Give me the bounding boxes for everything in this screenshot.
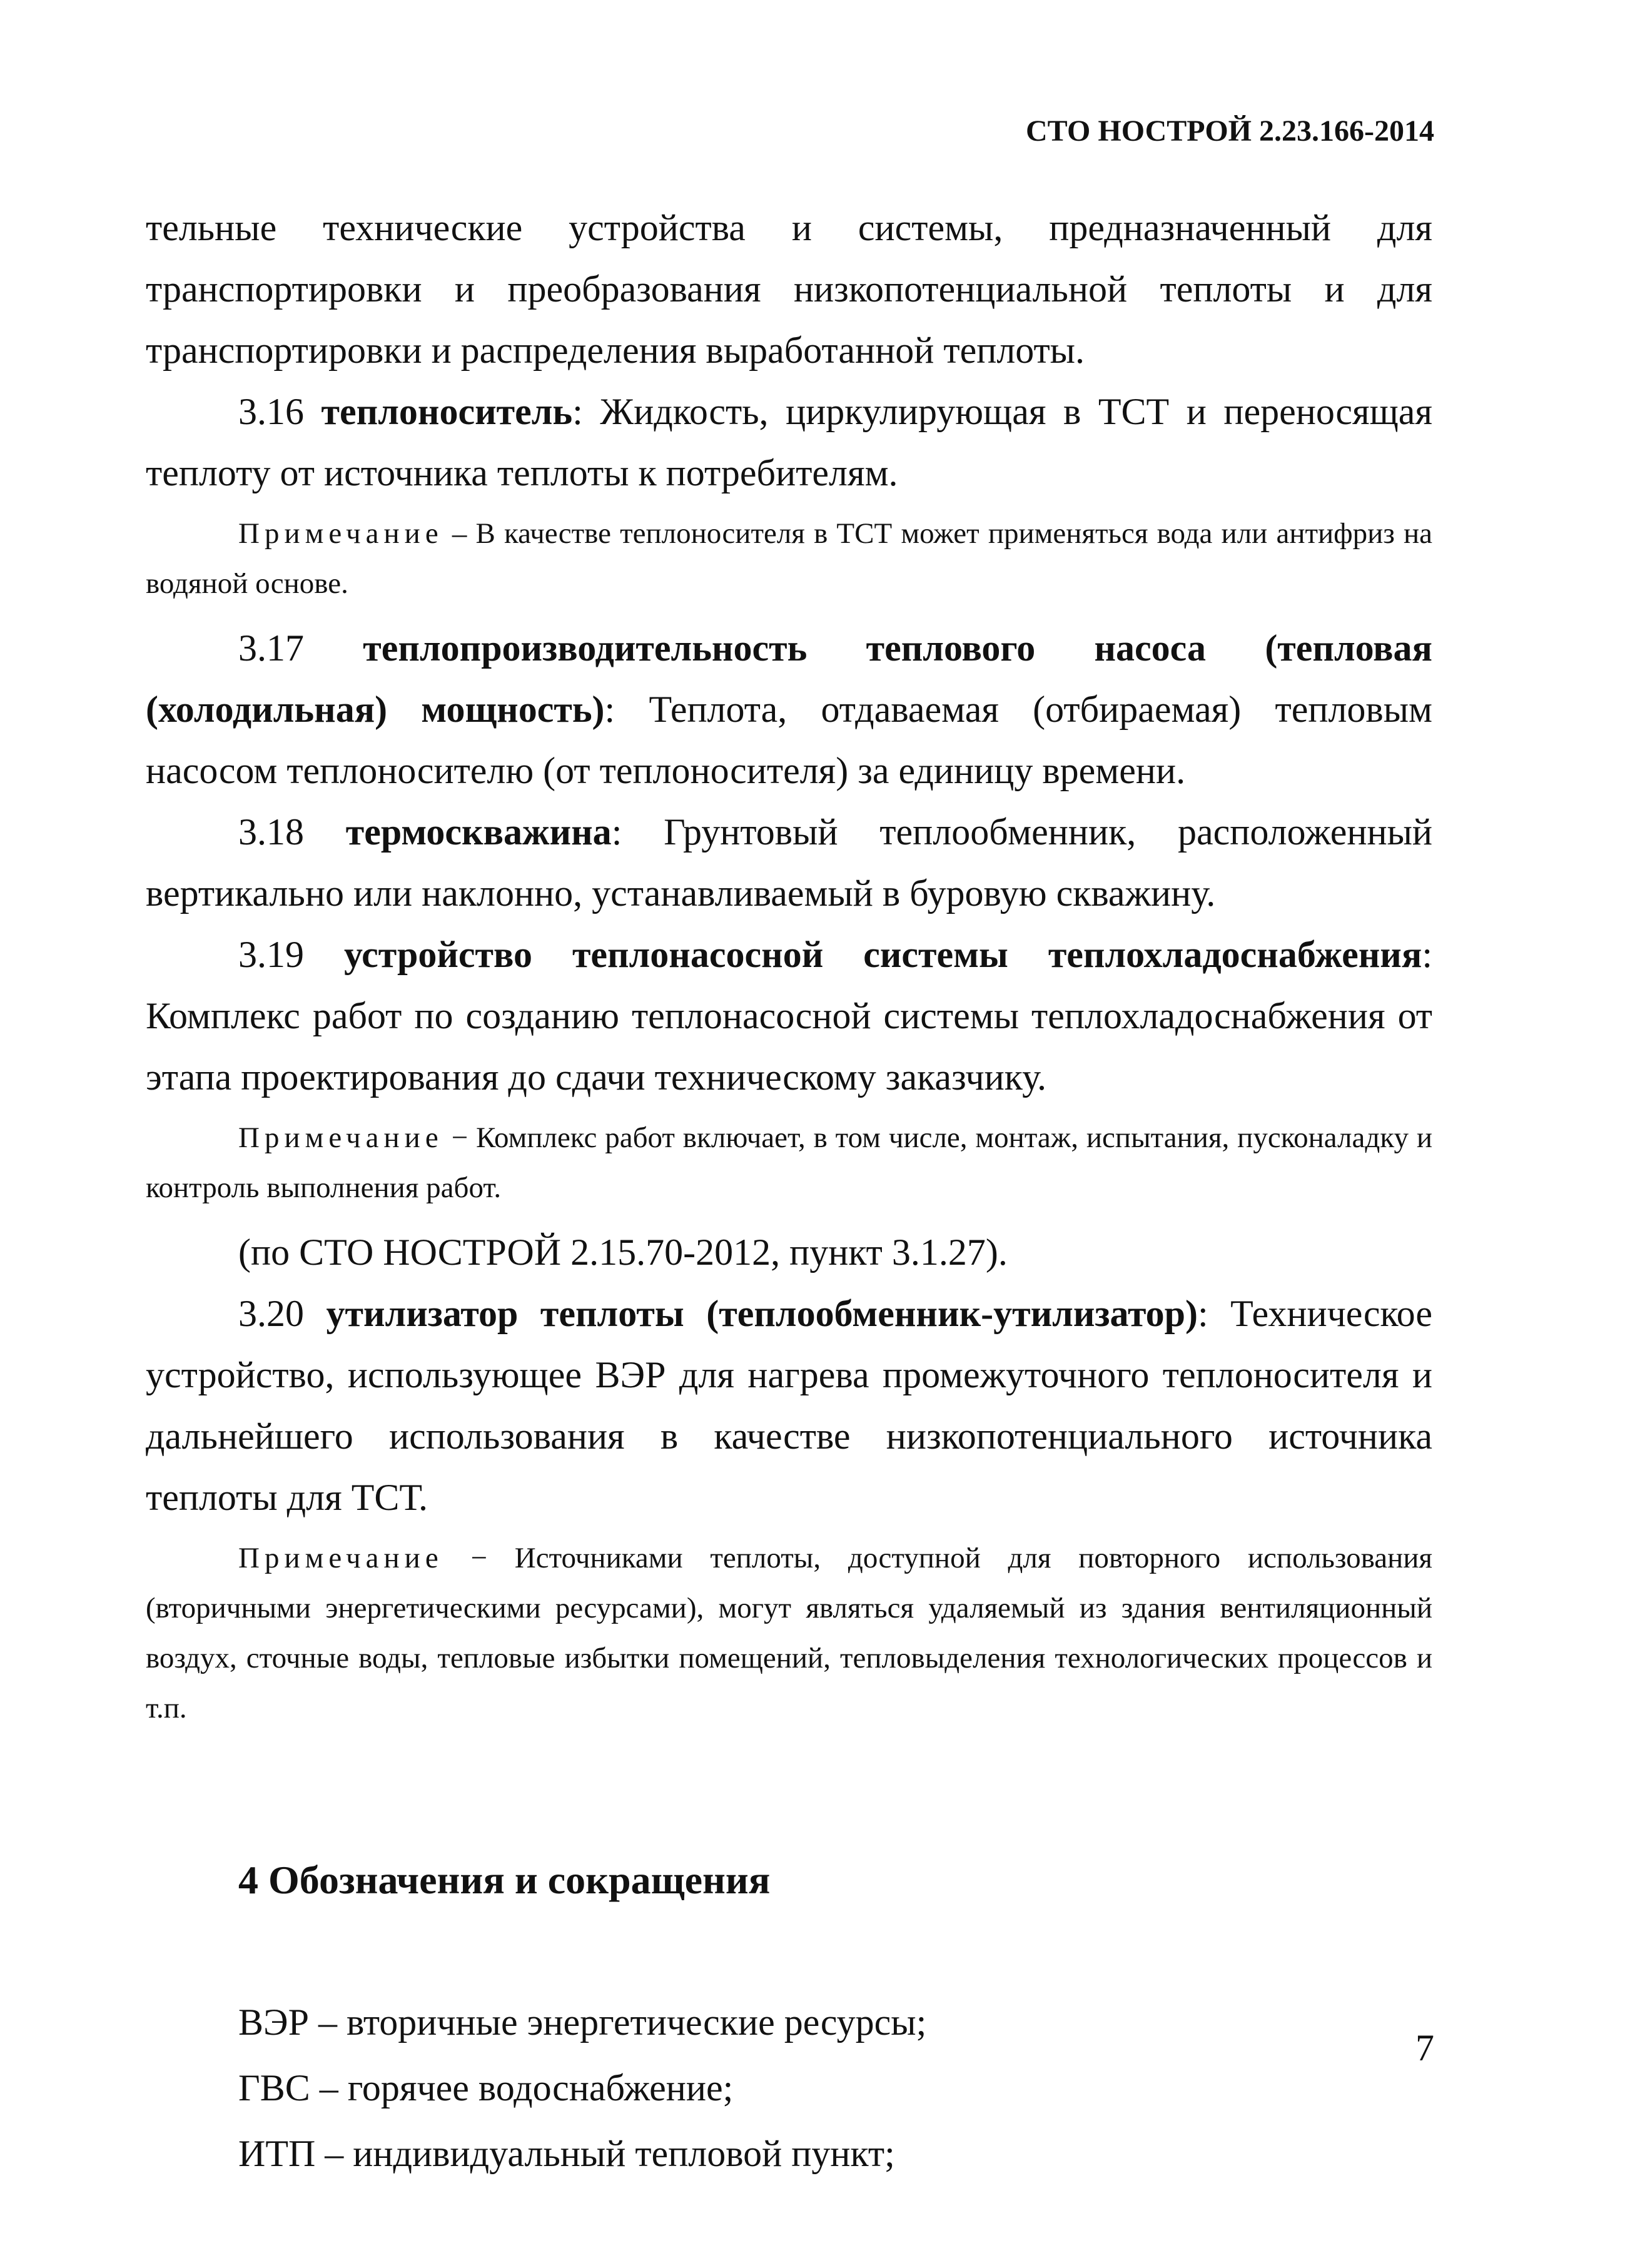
- item-number: 3.19: [238, 934, 304, 975]
- note-text: – В качестве теплоносителя в ТСТ может применяться вода или антифриз на водяной основе.: [146, 517, 1432, 600]
- definition-3-20: [146, 1283, 1432, 1528]
- abbreviation-item: ГВС – горячее водоснабжение;: [238, 2067, 734, 2109]
- definition-3-18: [146, 801, 1432, 924]
- note-label: Примечание: [238, 517, 443, 550]
- note-3-19: [146, 1113, 1432, 1213]
- definition-text: : Техническое устройство, использующее ВЭР для нагрева промежуточного теплоносителя и дальнейшего использования в качестве низкопотенциального источника теплоты для ТСТ.: [146, 1293, 1432, 1518]
- term: теплопроизводительность теплового насоса (тепловая (холодильная) мощность): [146, 627, 1432, 730]
- abbreviation-item: ИТП – индивидуальный тепловой пункт;: [238, 2133, 895, 2174]
- term: утилизатор теплоты (теплообменник-утилизатор): [326, 1293, 1198, 1334]
- item-number: 3.18: [238, 811, 304, 853]
- note-3-16: [146, 509, 1432, 609]
- document-code-header: СТО НОСТРОЙ 2.23.166-2014: [1025, 114, 1434, 148]
- item-number: 3.17: [238, 627, 304, 669]
- section-4-title: 4 Обозначения и сокращения: [238, 1858, 771, 1902]
- definition-text: : Грунтовый теплообменник, расположенный вертикально или наклонно, устанавливаемый в буровую скважину.: [146, 811, 1432, 914]
- note-text: − Источниками теплоты, доступной для повторного использования (вторичными энергетическими ресурсами), могут являться удаляемый из здания вентиляционный воздух, сточные воды, тепловые избытки помещений, тепловыделения технологических процессов и т.п.: [146, 1542, 1432, 1724]
- abbreviation-item: ВЭР – вторичные энергетические ресурсы;: [238, 2002, 927, 2043]
- note-text: − Комплекс работ включает, в том числе, монтаж, испытания, пусконаладку и контроль выполнения работ.: [146, 1121, 1432, 1204]
- term: устройство теплонасосной системы теплохладоснабжения: [343, 934, 1422, 975]
- note-label: Примечание: [238, 1542, 443, 1574]
- item-number: 3.16: [238, 391, 304, 432]
- definition-3-17: [146, 617, 1432, 801]
- abbreviations-list: [146, 1990, 1432, 2187]
- page-body: [146, 197, 1432, 2187]
- definition-3-16: [146, 381, 1432, 504]
- item-number: 3.20: [238, 1293, 304, 1334]
- page-number: 7: [1415, 2027, 1434, 2068]
- definition-3-19: [146, 924, 1432, 1108]
- definition-text: : Комплекс работ по созданию теплонасосной системы теплохладоснабжения от этапа проектирования до сдачи техническому заказчику.: [146, 934, 1433, 1098]
- term: термоскважина: [345, 811, 612, 853]
- source-reference: (по СТО НОСТРОЙ 2.15.70-2012, пункт 3.1.27).: [238, 1232, 1008, 1273]
- definition-text: : Жидкость, циркулирующая в ТСТ и переносящая теплоту от источника теплоты к потребителям.: [146, 391, 1432, 494]
- term: теплоноситель: [321, 391, 573, 432]
- note-3-20: [146, 1533, 1432, 1733]
- note-label: Примечание: [238, 1121, 443, 1154]
- continuation-paragraph: тельные технические устройства и системы, предназначенный для транспортировки и преобразования низкопотенциальной теплоты и для транспортировки и распределения выработанной теплоты.: [146, 207, 1432, 371]
- definition-text: : Теплота, отдаваемая (отбираемая) тепловым насосом теплоносителю (от теплоносителя) за единицу времени.: [146, 689, 1433, 791]
